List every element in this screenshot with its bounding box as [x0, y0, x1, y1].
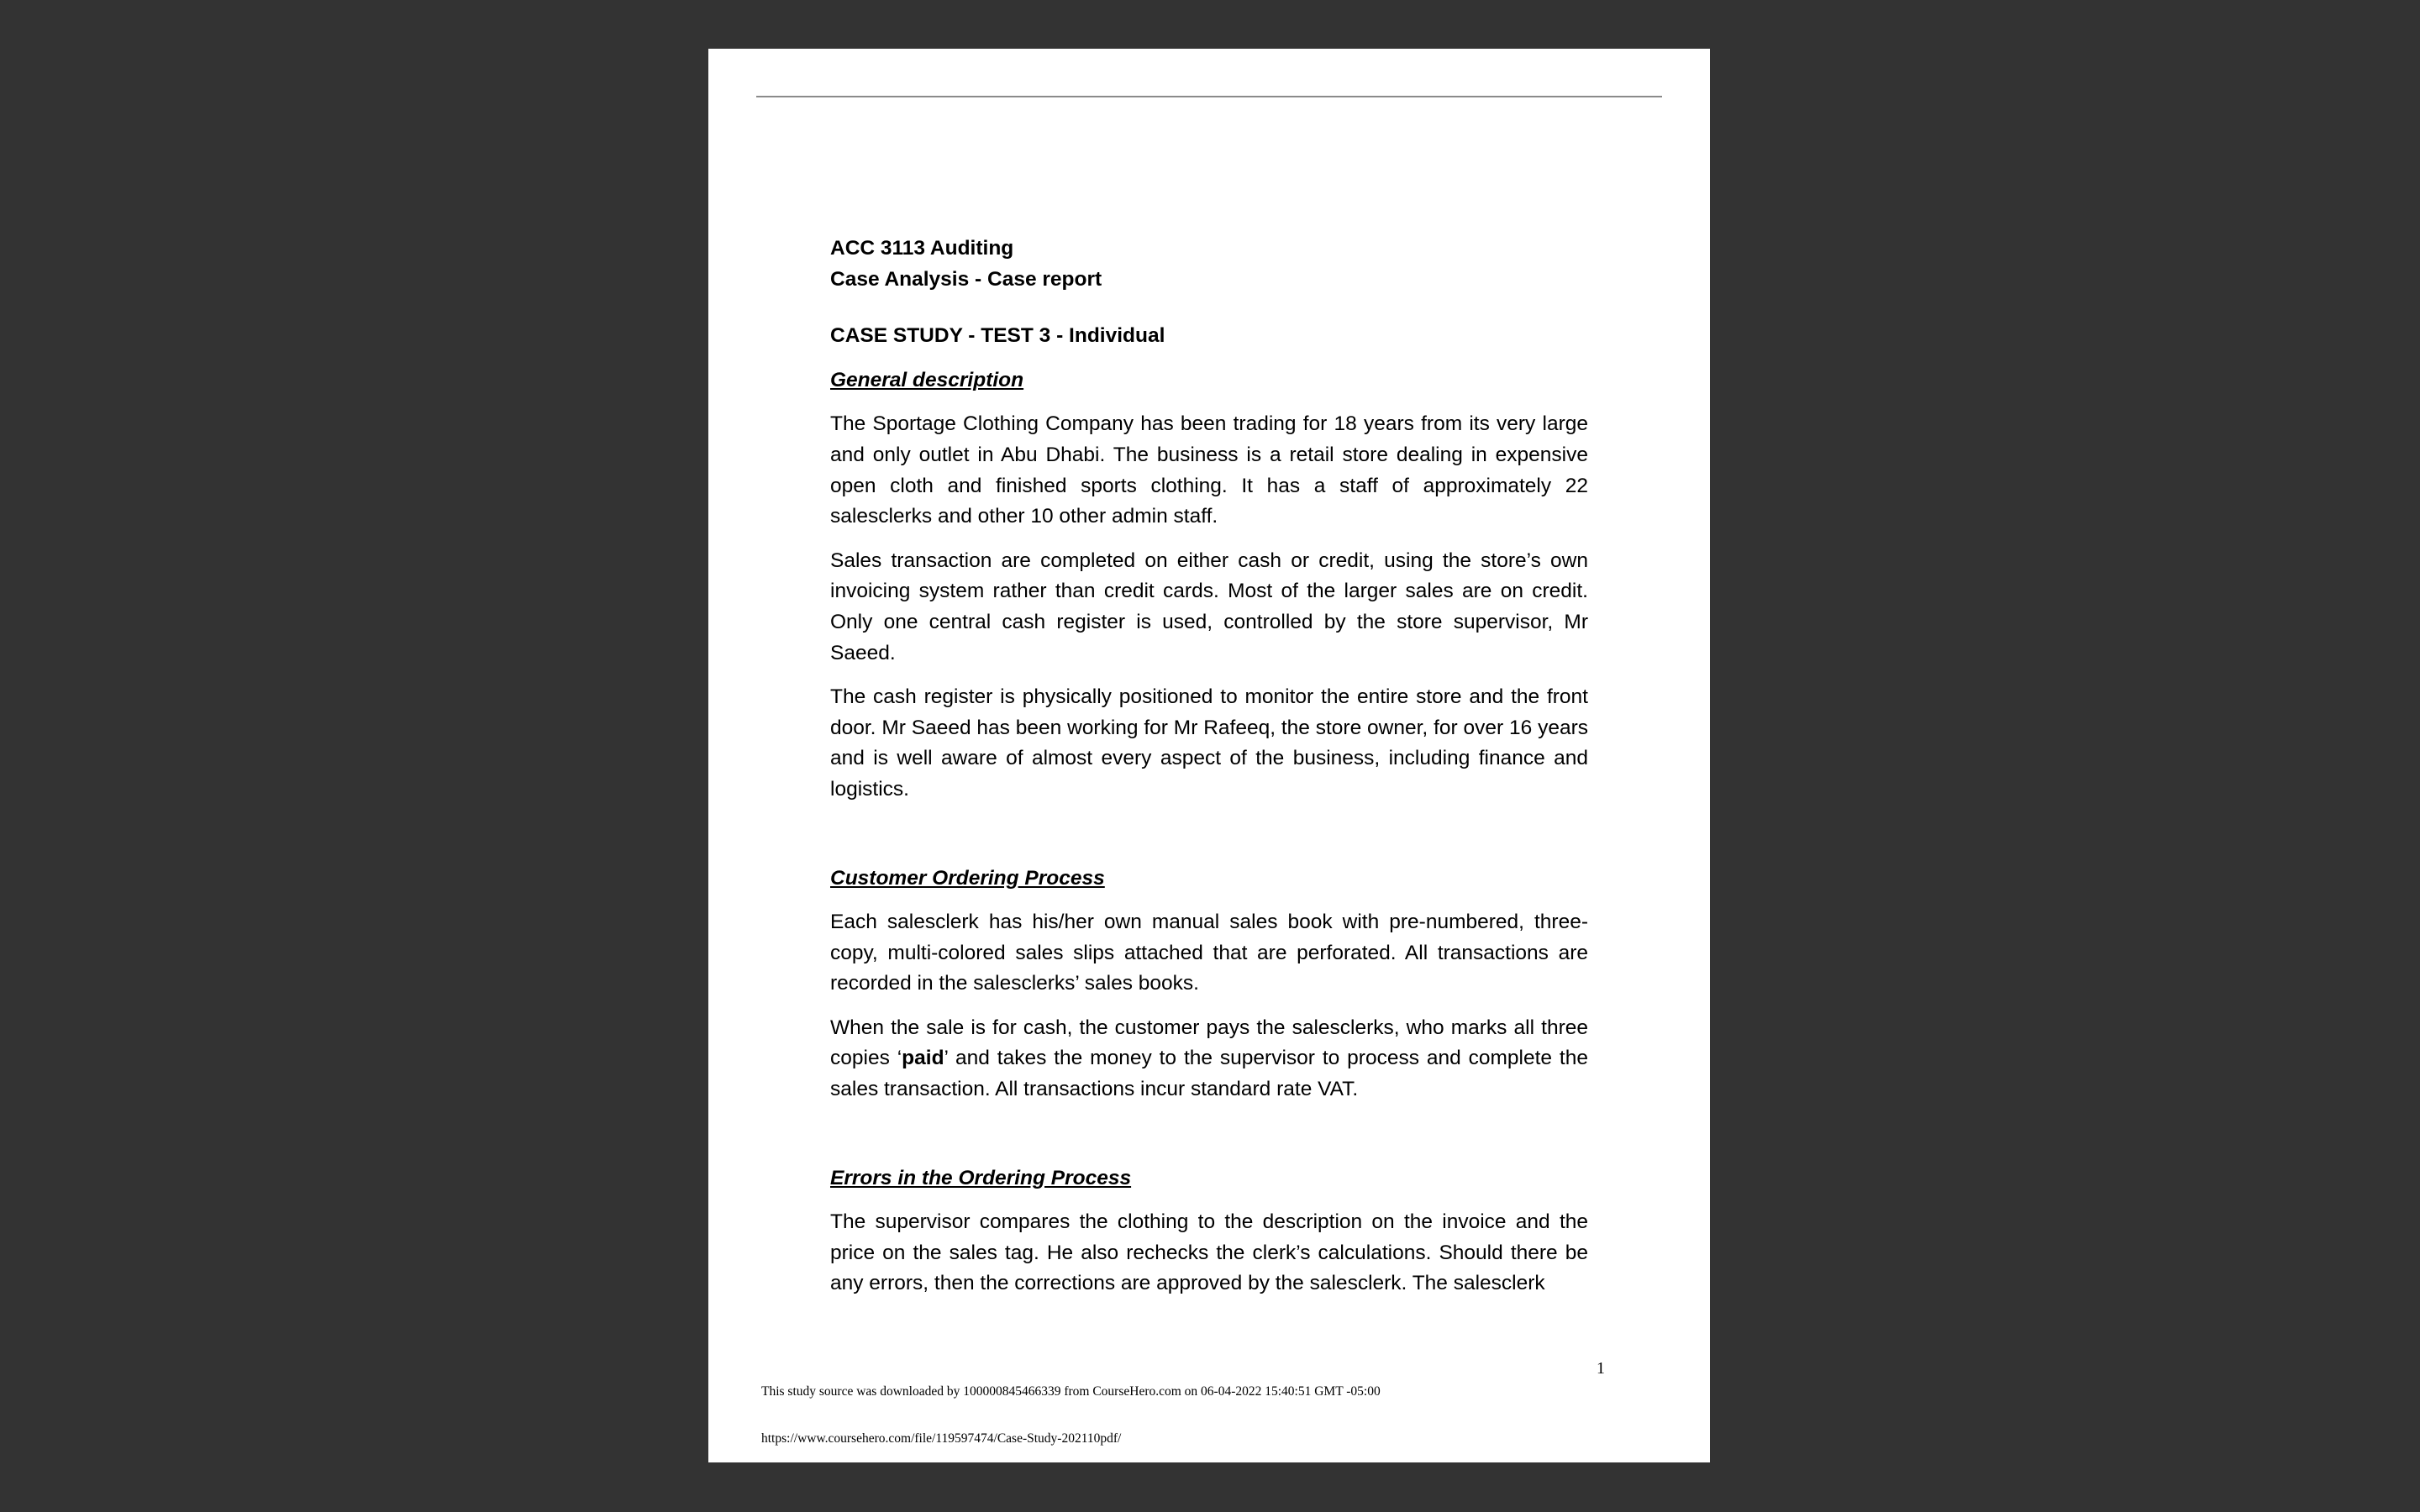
course-title: ACC 3113 Auditing — [830, 237, 1014, 260]
header-rule — [756, 96, 1662, 97]
paragraph: The cash register is physically positioned to monitor the entire store and the front door. Mr Saeed has been working for Mr Rafeeq, the store owner, for over 16 years and is well aware of almost every aspect of the business, including finance and logistics. — [830, 685, 1588, 801]
bold-word-paid: paid — [902, 1047, 944, 1070]
course-heading-block — [830, 234, 1588, 295]
page-number: 1 — [1597, 1359, 1605, 1378]
paragraph-cash-sale — [830, 1013, 1588, 1105]
section-heading-general-description: General description — [830, 368, 1024, 391]
download-notice: This study source was downloaded by 100000845466339 from CourseHero.com on 06-04-2022 15:40:51 GMT -05:00 — [761, 1384, 1381, 1399]
section-heading-errors-in-ordering-process: Errors in the Ordering Process — [830, 1166, 1132, 1189]
paragraph-text: ’ and takes the money to the supervisor to process and complete the sales transaction. All transactions incur standard rate VAT. — [830, 1047, 1588, 1101]
paragraph-text: When the sale is for cash, the customer pays the salesclerks, who marks all three copies ‘ — [830, 1016, 1588, 1070]
paragraph: Each salesclerk has his/her own manual sales book with pre-numbered, three-copy, multi-colored sales slips attached that are perforated. All transactions are recorded in the salesclerks’ sales books. — [830, 911, 1588, 995]
report-type: Case Analysis - Case report — [830, 267, 1102, 291]
section-heading-customer-ordering-process: Customer Ordering Process — [830, 866, 1105, 890]
paragraph: The supervisor compares the clothing to the description on the invoice and the price on the sales tag. He also rechecks the clerk’s calculations. Should there be any errors, then the corrections are approved by the salesclerk. The salesclerk — [830, 1210, 1588, 1295]
paragraph: The Sportage Clothing Company has been trading for 18 years from its very large and only outlet in Abu Dhabi. The business is a retail store dealing in expensive open cloth and finished sports clothing. It has a staff of approximately 22 salesclerks and other 10 other admin staff. — [830, 412, 1588, 528]
paragraph: Sales transaction are completed on either cash or credit, using the store’s own invoicing system rather than credit cards. Most of the larger sales are on credit. Only one central cash register is used, controlled by the store supervisor, Mr Saeed. — [830, 549, 1588, 664]
page-content — [830, 234, 1588, 1299]
case-study-title: CASE STUDY - TEST 3 - Individual — [830, 324, 1165, 348]
pdf-page — [708, 49, 1710, 1462]
source-url: https://www.coursehero.com/file/119597474/Case-Study-202110pdf/ — [761, 1431, 1122, 1446]
